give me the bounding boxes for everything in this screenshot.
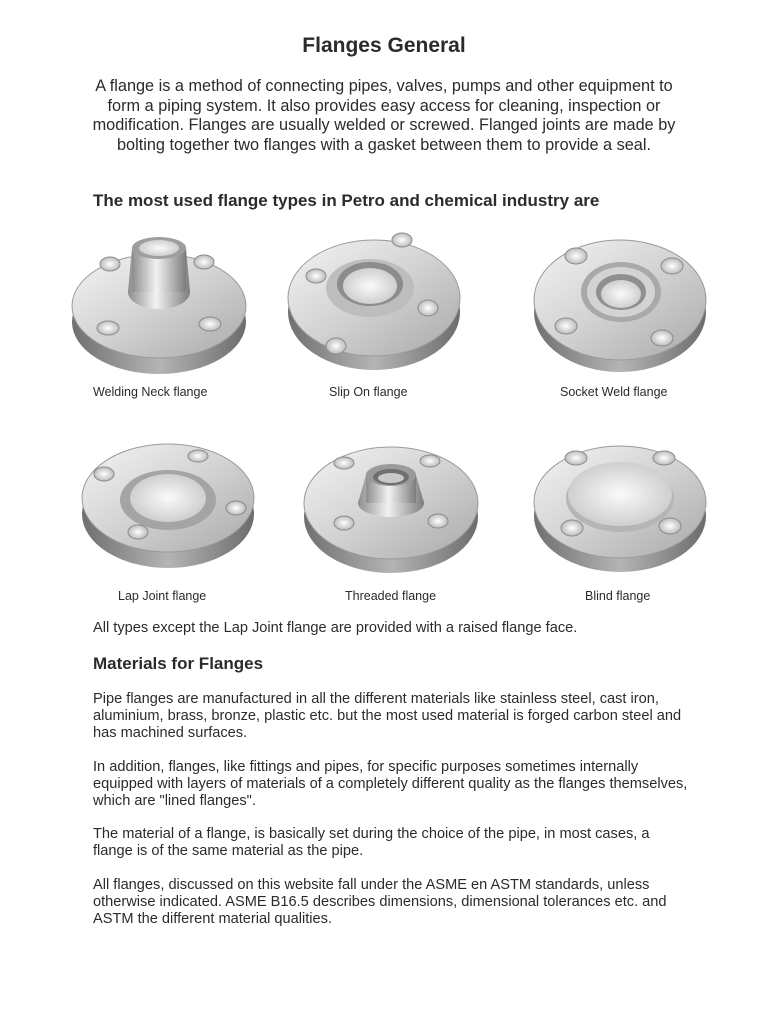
raised-face-note: All types except the Lap Joint flange are provided with a raised flange face. bbox=[93, 620, 578, 636]
lap-joint-caption: Lap Joint flange bbox=[118, 589, 207, 603]
threaded-flange-image bbox=[302, 437, 480, 577]
materials-paragraph: Pipe flanges are manufactured in all the different materials like stainless steel, cast iron, aluminium, brass, bronze, plastic etc. but the most used material is forged carbon steel and has machined surfaces. bbox=[93, 691, 682, 741]
materials-paragraph: All flanges, discussed on this website fall under the ASME en ASTM standards, unless otherwise indicated. ASME B16.5 describes dimensions, dimensional tolerances etc. and ASTM the different material qualities. bbox=[93, 877, 667, 927]
materials-heading: Materials for Flanges bbox=[93, 654, 264, 673]
intro-paragraph: A flange is a method of connecting pipes, valves, pumps and other equipment to form a piping system. It also provides easy access for cleaning, inspection or modification. Flanges are usually welded or screwed. Flanged joints are made by bolting together two flanges with a gasket between them to provide a seal. bbox=[92, 77, 676, 154]
blind-flange-image bbox=[532, 432, 708, 576]
page-title: Flanges General bbox=[302, 34, 466, 57]
materials-paragraph: In addition, flanges, like fittings and pipes, for specific purposes sometimes internally equipped with layers of materials of a completely different quality as the flanges themselves, which are "lined flanges". bbox=[93, 759, 688, 809]
slip-on-caption: Slip On flange bbox=[329, 385, 408, 399]
blind-caption: Blind flange bbox=[585, 589, 651, 603]
flange-types-heading: The most used flange types in Petro and chemical industry are bbox=[93, 191, 600, 210]
welding-neck-caption: Welding Neck flange bbox=[93, 385, 208, 399]
threaded-caption: Threaded flange bbox=[345, 589, 437, 603]
lap-joint-flange-image bbox=[80, 438, 256, 572]
socket-weld-caption: Socket Weld flange bbox=[560, 385, 668, 399]
welding-neck-flange-image bbox=[70, 226, 248, 376]
slip-on-flange-image bbox=[286, 222, 462, 378]
socket-weld-flange-image bbox=[532, 228, 708, 376]
materials-paragraph: The material of a flange, is basically set during the choice of the pipe, in most cases, a flange is of the same material as the pipe. bbox=[93, 826, 650, 859]
